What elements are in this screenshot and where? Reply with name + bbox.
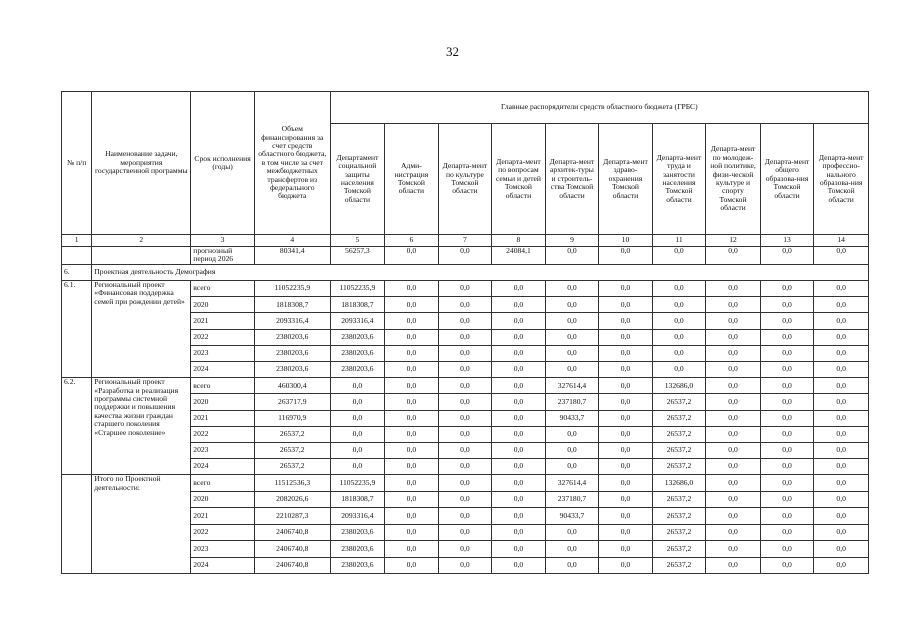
header-name: Наименование задачи, мероприятия государственной программы <box>92 92 191 235</box>
cell-value: 263717,9 <box>254 394 330 410</box>
cell-value: 0,0 <box>599 329 653 345</box>
cell-value: 0,0 <box>706 329 761 345</box>
cell-value: 0,0 <box>492 524 546 541</box>
cell-value: 0,0 <box>385 394 439 410</box>
cell-value: 2406740,8 <box>254 541 330 558</box>
cell-value: 1818308,7 <box>330 491 385 508</box>
cell-value: 0,0 <box>706 459 761 475</box>
column-number-11: 11 <box>652 235 706 247</box>
cell-value: 0,0 <box>814 410 869 426</box>
cell-value: 0,0 <box>599 524 653 541</box>
cell-value: 0,0 <box>385 442 439 458</box>
table-row-forecast <box>62 247 869 265</box>
cell-value: 56257,3 <box>330 247 385 265</box>
cell-value: 0,0 <box>706 491 761 508</box>
cell-value: 0,0 <box>599 410 653 426</box>
cell-name <box>92 247 191 265</box>
cell-value: 0,0 <box>492 410 546 426</box>
cell-value: 0,0 <box>599 491 653 508</box>
cell-value: 0,0 <box>814 297 869 313</box>
cell-value: 0,0 <box>492 541 546 558</box>
cell-term: 2020 <box>191 297 255 313</box>
cell-value: 1818308,7 <box>254 297 330 313</box>
column-number-14: 14 <box>814 235 869 247</box>
cell-term: всего <box>191 281 255 297</box>
cell-value: 26537,2 <box>652 491 706 508</box>
cell-value: 0,0 <box>385 247 439 265</box>
cell-value: 26537,2 <box>254 426 330 442</box>
cell-value: 0,0 <box>330 426 385 442</box>
cell-value: 0,0 <box>492 297 546 313</box>
cell-value: 0,0 <box>814 281 869 297</box>
cell-value: 0,0 <box>385 557 439 574</box>
cell-value: 0,0 <box>438 524 492 541</box>
cell-value: 0,0 <box>330 394 385 410</box>
column-number-5: 5 <box>330 235 385 247</box>
column-number-13: 13 <box>760 235 814 247</box>
cell-value: 0,0 <box>330 442 385 458</box>
cell-value: 0,0 <box>545 297 599 313</box>
cell-value: 237180,7 <box>545 394 599 410</box>
cell-value: 0,0 <box>438 297 492 313</box>
cell-term: 2023 <box>191 345 255 361</box>
cell-value: 0,0 <box>760 459 814 475</box>
cell-value: 0,0 <box>438 459 492 475</box>
cell-value: 0,0 <box>814 524 869 541</box>
cell-term: 2020 <box>191 491 255 508</box>
cell-value: 0,0 <box>545 459 599 475</box>
cell-term: 2024 <box>191 557 255 574</box>
cell-value: 24084,1 <box>492 247 546 265</box>
cell-value: 0,0 <box>492 491 546 508</box>
cell-value: 0,0 <box>706 426 761 442</box>
cell-value: 1818308,7 <box>330 297 385 313</box>
cell-value: 0,0 <box>706 281 761 297</box>
cell-value: 2380203,6 <box>330 557 385 574</box>
cell-value: 0,0 <box>760 426 814 442</box>
cell-value: 0,0 <box>814 313 869 329</box>
cell-value: 0,0 <box>492 329 546 345</box>
cell-value: 0,0 <box>438 247 492 265</box>
cell-value: 0,0 <box>385 345 439 361</box>
cell-value: 0,0 <box>814 426 869 442</box>
cell-value: 0,0 <box>814 508 869 525</box>
cell-value: 0,0 <box>545 345 599 361</box>
cell-value: 0,0 <box>385 281 439 297</box>
cell-value: 0,0 <box>814 345 869 361</box>
header-grbs-10: Департа-мент профессио-нального образова-ния Томской области <box>814 124 869 235</box>
column-number-3: 3 <box>191 235 255 247</box>
cell-value: 0,0 <box>545 426 599 442</box>
cell-value: 0,0 <box>760 345 814 361</box>
cell-value: 0,0 <box>599 426 653 442</box>
cell-value: 0,0 <box>760 524 814 541</box>
column-number-10: 10 <box>599 235 653 247</box>
cell-value: 26537,2 <box>652 557 706 574</box>
header-grbs-8: Департа-мент по молодеж-ной политике, физи-ческой культуре и спорту Томской области <box>706 124 761 235</box>
cell-value: 0,0 <box>599 557 653 574</box>
cell-value: 0,0 <box>814 475 869 492</box>
cell-value: 2380203,6 <box>330 541 385 558</box>
cell-value: 26537,2 <box>254 442 330 458</box>
cell-term: 2022 <box>191 426 255 442</box>
cell-value: 0,0 <box>760 508 814 525</box>
cell-value: 0,0 <box>706 442 761 458</box>
cell-value: 0,0 <box>385 361 439 377</box>
cell-value: 0,0 <box>599 541 653 558</box>
column-number-2: 2 <box>92 235 191 247</box>
cell-value: 0,0 <box>545 247 599 265</box>
budget-table <box>61 91 869 574</box>
cell-value: 2380203,6 <box>330 524 385 541</box>
cell-value: 0,0 <box>438 491 492 508</box>
cell-value: 0,0 <box>545 442 599 458</box>
cell-term: 2020 <box>191 394 255 410</box>
cell-value: 0,0 <box>385 329 439 345</box>
cell-value: 0,0 <box>385 297 439 313</box>
cell-value: 0,0 <box>652 345 706 361</box>
cell-value: 0,0 <box>814 459 869 475</box>
header-num: № п/п <box>62 92 92 235</box>
cell-value: 327614,4 <box>545 378 599 394</box>
cell-value: 0,0 <box>492 281 546 297</box>
header-grbs-3: Департа-мент по культуре Томской области <box>438 124 492 235</box>
header-grbs-title: Главные распорядители средств областного бюджета (ГРБС) <box>330 92 868 124</box>
cell-term: 2024 <box>191 361 255 377</box>
cell-value: 2380203,6 <box>254 345 330 361</box>
cell-value: 0,0 <box>385 410 439 426</box>
column-number-1: 1 <box>62 235 92 247</box>
cell-value: 0,0 <box>545 361 599 377</box>
cell-number: 6.2. <box>62 378 92 475</box>
cell-value: 2380203,6 <box>330 329 385 345</box>
cell-value: 0,0 <box>385 524 439 541</box>
cell-term: всего <box>191 378 255 394</box>
cell-value: 26537,2 <box>652 394 706 410</box>
cell-value: 0,0 <box>814 541 869 558</box>
cell-value: 0,0 <box>438 541 492 558</box>
column-number-7: 7 <box>438 235 492 247</box>
cell-value: 2093316,4 <box>330 313 385 329</box>
cell-value: 0,0 <box>652 361 706 377</box>
cell-name: Региональный проект «Финансовая поддержка семей при рождении детей» <box>92 281 191 378</box>
cell-value: 0,0 <box>652 281 706 297</box>
cell-value: 2210287,3 <box>254 508 330 525</box>
cell-value: 0,0 <box>545 281 599 297</box>
cell-value: 26537,2 <box>652 541 706 558</box>
cell-value: 0,0 <box>706 313 761 329</box>
cell-value: 2380203,6 <box>254 329 330 345</box>
cell-value: 0,0 <box>814 329 869 345</box>
cell-value: 0,0 <box>438 394 492 410</box>
cell-value: 11052235,9 <box>330 475 385 492</box>
cell-value: 26537,2 <box>652 508 706 525</box>
cell-value: 0,0 <box>760 541 814 558</box>
cell-value: 0,0 <box>706 475 761 492</box>
cell-value: 26537,2 <box>652 410 706 426</box>
cell-num <box>62 247 92 265</box>
cell-value: 0,0 <box>492 345 546 361</box>
cell-value: 0,0 <box>706 394 761 410</box>
cell-value: 0,0 <box>492 508 546 525</box>
cell-value: 132686,0 <box>652 475 706 492</box>
cell-term: 2024 <box>191 459 255 475</box>
cell-value: 2093316,4 <box>330 508 385 525</box>
column-number-4: 4 <box>254 235 330 247</box>
cell-value: 0,0 <box>599 378 653 394</box>
cell-value: 0,0 <box>760 313 814 329</box>
cell-value: 0,0 <box>599 394 653 410</box>
section-row <box>62 264 869 280</box>
cell-value: 90433,7 <box>545 410 599 426</box>
cell-value: 0,0 <box>545 329 599 345</box>
cell-value: 116970,9 <box>254 410 330 426</box>
cell-term: 2021 <box>191 313 255 329</box>
cell-value: 0,0 <box>438 313 492 329</box>
cell-value: 0,0 <box>814 361 869 377</box>
cell-value: 0,0 <box>385 541 439 558</box>
cell-value: 0,0 <box>330 459 385 475</box>
cell-value: 0,0 <box>760 410 814 426</box>
section-title: Проектная деятельность Демография <box>92 264 869 280</box>
cell-name: Региональный проект «Разработка и реализация программы системной поддержки и повышения качества жизни граждан старшего поколения «Старшее поколение» <box>92 378 191 475</box>
header-grbs-9: Департа-мент общего образова-ния Томской области <box>760 124 814 235</box>
cell-term: 2023 <box>191 442 255 458</box>
cell-value: 0,0 <box>706 297 761 313</box>
cell-value: 0,0 <box>438 410 492 426</box>
cell-value: 0,0 <box>760 281 814 297</box>
cell-value: 0,0 <box>599 361 653 377</box>
cell-value: 0,0 <box>599 508 653 525</box>
header-grbs-7: Департа-мент труда и занятости населения Томской области <box>652 124 706 235</box>
cell-value: 11512536,3 <box>254 475 330 492</box>
header-grbs-2: Адми-нистрация Томской области <box>385 124 439 235</box>
cell-value: 2380203,6 <box>330 361 385 377</box>
cell-value: 0,0 <box>438 361 492 377</box>
cell-value: 0,0 <box>545 557 599 574</box>
cell-value: 0,0 <box>706 345 761 361</box>
cell-value: 0,0 <box>492 313 546 329</box>
cell-value: 0,0 <box>438 281 492 297</box>
cell-value: 0,0 <box>492 459 546 475</box>
cell-value: 0,0 <box>706 410 761 426</box>
cell-value: 0,0 <box>385 426 439 442</box>
cell-value: 0,0 <box>492 394 546 410</box>
cell-value: 0,0 <box>330 378 385 394</box>
cell-term: 2023 <box>191 541 255 558</box>
cell-value: 0,0 <box>760 394 814 410</box>
cell-value: 0,0 <box>492 557 546 574</box>
cell-value: 0,0 <box>599 281 653 297</box>
cell-value: 0,0 <box>652 247 706 265</box>
cell-value: 0,0 <box>706 557 761 574</box>
cell-term: прогнозный период 2026 <box>191 247 255 265</box>
column-number-8: 8 <box>492 235 546 247</box>
cell-term: 2021 <box>191 508 255 525</box>
cell-value: 0,0 <box>599 345 653 361</box>
cell-value: 0,0 <box>385 491 439 508</box>
cell-value: 0,0 <box>385 508 439 525</box>
cell-value: 0,0 <box>814 557 869 574</box>
cell-value: 90433,7 <box>545 508 599 525</box>
cell-value: 0,0 <box>760 491 814 508</box>
cell-value: 0,0 <box>599 475 653 492</box>
cell-value: 0,0 <box>385 378 439 394</box>
cell-value: 0,0 <box>706 247 761 265</box>
cell-value: 26537,2 <box>652 524 706 541</box>
cell-value: 0,0 <box>706 378 761 394</box>
cell-value: 0,0 <box>652 313 706 329</box>
cell-value: 0,0 <box>438 557 492 574</box>
cell-value: 0,0 <box>545 524 599 541</box>
table-row <box>62 281 869 297</box>
cell-value: 2093316,4 <box>254 313 330 329</box>
cell-value: 2406740,8 <box>254 524 330 541</box>
cell-term: 2022 <box>191 524 255 541</box>
cell-value: 0,0 <box>814 442 869 458</box>
table-row <box>62 475 869 492</box>
cell-term: 2022 <box>191 329 255 345</box>
cell-value: 2406740,8 <box>254 557 330 574</box>
cell-value: 132686,0 <box>652 378 706 394</box>
cell-value: 237180,7 <box>545 491 599 508</box>
cell-value: 0,0 <box>492 378 546 394</box>
cell-value: 0,0 <box>814 378 869 394</box>
cell-value: 0,0 <box>760 361 814 377</box>
cell-value: 0,0 <box>599 442 653 458</box>
page-number: 32 <box>446 44 459 59</box>
header-grbs-6: Департа-мент здраво-охранения Томской области <box>599 124 653 235</box>
table-row <box>62 378 869 394</box>
column-number-12: 12 <box>706 235 761 247</box>
cell-value: 0,0 <box>385 459 439 475</box>
cell-value: 0,0 <box>599 313 653 329</box>
cell-value: 26537,2 <box>652 442 706 458</box>
header-grbs-1: Департамент социальной защиты населения Томской области <box>330 124 385 235</box>
cell-value: 2380203,6 <box>330 345 385 361</box>
cell-value: 460300,4 <box>254 378 330 394</box>
cell-value: 0,0 <box>814 247 869 265</box>
cell-value: 0,0 <box>814 394 869 410</box>
cell-value: 0,0 <box>545 313 599 329</box>
cell-value: 0,0 <box>760 557 814 574</box>
cell-value: 2380203,6 <box>254 361 330 377</box>
cell-value: 0,0 <box>760 329 814 345</box>
cell-name: Итого по Проектной деятельности: <box>92 475 191 574</box>
cell-value: 0,0 <box>385 475 439 492</box>
cell-value: 11052235,9 <box>330 281 385 297</box>
cell-value: 0,0 <box>814 491 869 508</box>
cell-value: 0,0 <box>492 442 546 458</box>
cell-value: 0,0 <box>706 524 761 541</box>
cell-value: 0,0 <box>438 345 492 361</box>
header-term: Срок исполнения (годы) <box>191 92 255 235</box>
cell-value: 0,0 <box>652 329 706 345</box>
cell-value: 0,0 <box>438 426 492 442</box>
header-grbs-4: Департа-мент по вопросам семьи и детей Томской области <box>492 124 546 235</box>
cell-value: 0,0 <box>385 313 439 329</box>
cell-value: 0,0 <box>438 475 492 492</box>
header-grbs-5: Департа-мент архитек-туры и строитель-ства Томской области <box>545 124 599 235</box>
cell-value: 0,0 <box>438 508 492 525</box>
cell-number <box>62 475 92 574</box>
cell-value: 0,0 <box>760 378 814 394</box>
cell-value: 0,0 <box>706 508 761 525</box>
cell-number: 6.1. <box>62 281 92 378</box>
cell-value: 0,0 <box>760 442 814 458</box>
column-number-6: 6 <box>385 235 439 247</box>
cell-value: 26537,2 <box>652 459 706 475</box>
cell-value: 2082026,6 <box>254 491 330 508</box>
header-volume: Объем финансирования за счет средств областного бюджета, в том числе за счет межбюджетных трансфертов из федерального бюджета <box>254 92 330 235</box>
cell-value: 0,0 <box>492 426 546 442</box>
cell-value: 0,0 <box>599 297 653 313</box>
cell-value: 327614,4 <box>545 475 599 492</box>
cell-term: всего <box>191 475 255 492</box>
cell-value: 0,0 <box>760 475 814 492</box>
cell-value: 80341,4 <box>254 247 330 265</box>
cell-value: 0,0 <box>438 442 492 458</box>
cell-value: 0,0 <box>438 378 492 394</box>
cell-value: 0,0 <box>492 361 546 377</box>
cell-value: 0,0 <box>599 247 653 265</box>
cell-value: 0,0 <box>438 329 492 345</box>
cell-value: 0,0 <box>545 541 599 558</box>
section-number: 6. <box>62 264 92 280</box>
cell-term: 2021 <box>191 410 255 426</box>
column-number-9: 9 <box>545 235 599 247</box>
cell-value: 0,0 <box>652 297 706 313</box>
cell-value: 26537,2 <box>254 459 330 475</box>
cell-value: 0,0 <box>492 475 546 492</box>
cell-value: 0,0 <box>706 541 761 558</box>
cell-value: 26537,2 <box>652 426 706 442</box>
cell-value: 0,0 <box>599 459 653 475</box>
cell-value: 0,0 <box>760 297 814 313</box>
cell-value: 11052235,9 <box>254 281 330 297</box>
cell-value: 0,0 <box>706 361 761 377</box>
cell-value: 0,0 <box>330 410 385 426</box>
cell-value: 0,0 <box>760 247 814 265</box>
